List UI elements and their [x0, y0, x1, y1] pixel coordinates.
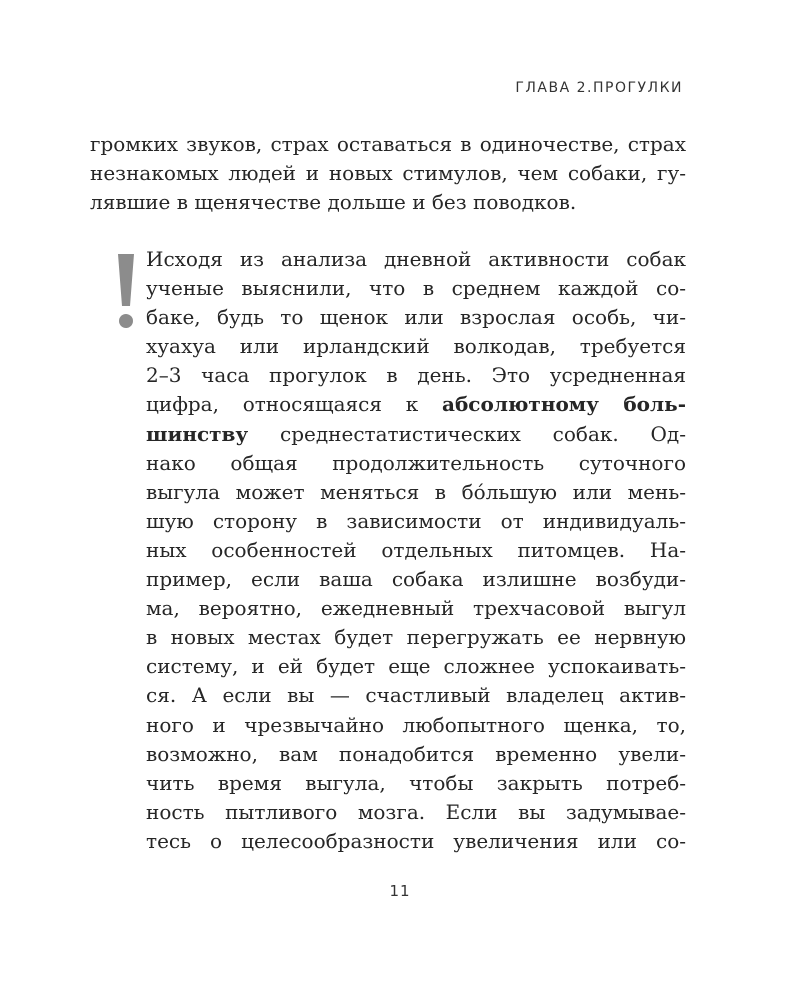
callout-line: чить время выгула, чтобы закрыть потреб- — [146, 770, 686, 795]
text-line: незнакомых людей и новых стимулов, чем собаки, гу- — [90, 161, 686, 186]
callout-line: ного и чрезвычайно любопытного щенка, то, — [146, 712, 686, 737]
page-number: 11 — [389, 882, 411, 900]
callout-line: выгула может меняться в бо́льшую или мень- — [146, 479, 686, 504]
callout-line: ность пытливого мозга. Если вы задумывае- — [146, 799, 686, 824]
callout-line: ных особенностей отдельных питомцев. На- — [146, 537, 686, 562]
callout-line: тесь о целесообразности увеличения или со- — [146, 828, 686, 853]
callout-line: Исходя из анализа дневной активности собак — [146, 247, 686, 271]
callout-line — [146, 390, 686, 419]
callout-line: ученые выяснили, что в среднем каждой со- — [146, 276, 686, 301]
callout-line — [146, 420, 686, 449]
callout-line: в новых местах будет перегружать ее нервную — [146, 625, 686, 650]
callout-line: возможно, вам понадобится временно увели- — [146, 741, 686, 766]
callout-line: хуахуа или ирландский волкодав, требуется — [146, 334, 686, 359]
running-header: ГЛАВА 2.ПРОГУЛКИ — [515, 80, 683, 96]
callout-line: систему, и ей будет еще сложнее успокаивать- — [146, 654, 686, 679]
callout-box — [146, 245, 686, 856]
callout-line: ся. А если вы — счастливый владелец актив- — [146, 683, 686, 708]
callout-line: ма, вероятно, ежедневный трехчасовой выгул — [146, 596, 686, 621]
bold-phrase: абсолютному боль- — [442, 392, 687, 417]
callout-line: баке, будь то щенок или взрослая особь, чи- — [146, 305, 686, 330]
intro-paragraph — [90, 130, 686, 217]
text-line: лявшие в щенячестве дольше и без поводков. — [90, 190, 577, 215]
callout-line: шую сторону в зависимости от индивидуаль- — [146, 508, 686, 533]
callout-line: нако общая продолжительность суточного — [146, 450, 686, 475]
text-line: громких звуков, страх оставаться в одиночестве, страх — [90, 132, 686, 156]
callout-line-text: среднестатистических собак. Од- — [280, 421, 686, 446]
callout-line: пример, если ваша собака излишне возбуди- — [146, 567, 686, 592]
callout-line: 2–3 часа прогулок в день. Это усредненная — [146, 363, 686, 388]
exclamation-mark-icon — [115, 254, 137, 330]
bold-phrase: шинству — [146, 421, 249, 446]
callout-line-text: цифра, относящаяся к — [146, 392, 419, 417]
